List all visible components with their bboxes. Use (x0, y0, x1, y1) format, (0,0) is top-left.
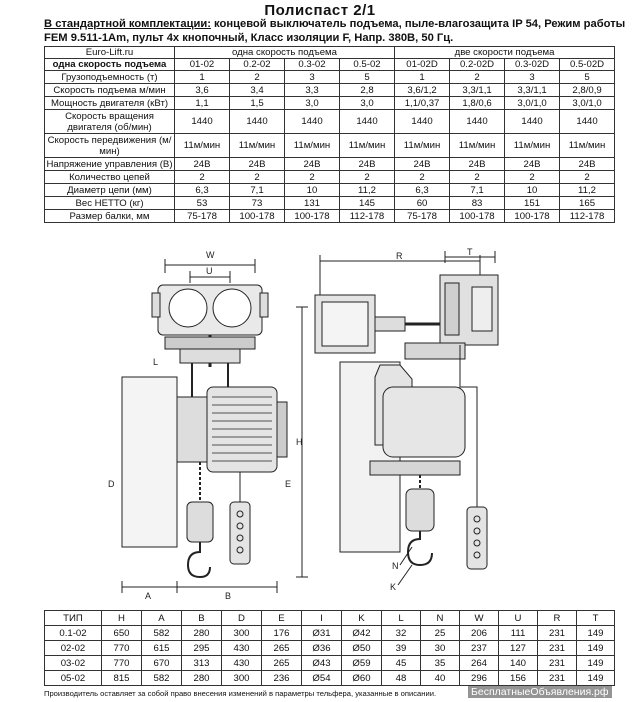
spec-value: 3,3/1,1 (450, 84, 505, 97)
dims-value: 176 (262, 626, 302, 641)
spec-value: 1440 (285, 110, 340, 134)
spec-value: 131 (285, 197, 340, 210)
dims-value: 156 (499, 671, 538, 686)
spec-value: 3,3/1,1 (505, 84, 560, 97)
models-row (45, 59, 615, 71)
spec-label: Вес НЕТТО (кг) (45, 197, 175, 210)
spec-value: 3,0/1,0 (560, 97, 615, 110)
dims-value: Ø60 (342, 671, 382, 686)
dims-header: I (302, 611, 342, 626)
dims-header: H (102, 611, 142, 626)
dim-label-u: U (206, 266, 213, 276)
spec-label: Скорость передвижения (м/мин) (45, 134, 175, 158)
spec-label: Диаметр цепи (мм) (45, 184, 175, 197)
dims-header: A (142, 611, 182, 626)
spec-value: 1,1 (175, 97, 230, 110)
dims-value: Ø50 (342, 641, 382, 656)
dims-value: 615 (142, 641, 182, 656)
specs-body (45, 71, 615, 223)
spec-value: 2 (450, 71, 505, 84)
spec-label: Грузоподъемность (т) (45, 71, 175, 84)
spec-value: 2,8 (340, 84, 395, 97)
spec-value: 11м/мин (560, 134, 615, 158)
dims-header: K (342, 611, 382, 626)
spec-value: 1440 (395, 110, 450, 134)
dims-value: Ø54 (302, 671, 342, 686)
spec-row (45, 184, 615, 197)
spec-row (45, 84, 615, 97)
dims-header: T (577, 611, 615, 626)
spec-value: 3,0/1,0 (505, 97, 560, 110)
spec-value: 24В (340, 158, 395, 171)
spec-value: 6,3 (175, 184, 230, 197)
spec-value: 60 (395, 197, 450, 210)
spec-value: 75-178 (395, 210, 450, 223)
model-header: 0.5-02 (340, 59, 395, 71)
dims-header: D (222, 611, 262, 626)
spec-value: 11,2 (560, 184, 615, 197)
dims-row (45, 641, 615, 656)
dims-value: 35 (421, 656, 460, 671)
spec-row (45, 158, 615, 171)
spec-value: 24В (450, 158, 505, 171)
spec-value: 100-178 (450, 210, 505, 223)
spec-value: 11м/мин (505, 134, 560, 158)
spec-value: 24В (560, 158, 615, 171)
model-header: 0.3-02D (505, 59, 560, 71)
spec-value: 7,1 (230, 184, 285, 197)
spec-value: 3,6/1,2 (395, 84, 450, 97)
spec-value: 2,8/0,9 (560, 84, 615, 97)
dims-value: 111 (499, 626, 538, 641)
dims-value: 32 (382, 626, 421, 641)
dims-header: B (182, 611, 222, 626)
dims-value: 231 (538, 656, 577, 671)
dim-label-b: B (225, 591, 232, 601)
hoist-drawing (40, 247, 610, 605)
spec-value: 73 (230, 197, 285, 210)
spec-value: 2 (505, 171, 560, 184)
spec-label: Мощность двигателя (кВт) (45, 97, 175, 110)
footer-note: Производитель оставляет за собой право внесения изменений в параметры тельфера, указанные в описании. (44, 689, 437, 698)
dims-value: 430 (222, 656, 262, 671)
spec-row (45, 71, 615, 84)
dim-label-n: N (392, 561, 399, 571)
speed-label-cell: одна скорость подъема (45, 59, 175, 71)
spec-value: 1440 (175, 110, 230, 134)
spec-value: 10 (285, 184, 340, 197)
spec-value: 1 (175, 71, 230, 84)
spec-value: 2 (560, 171, 615, 184)
spec-value: 2 (340, 171, 395, 184)
dims-value: 149 (577, 671, 615, 686)
dims-value: 264 (460, 656, 499, 671)
spec-value: 3,3 (285, 84, 340, 97)
spec-value: 2 (175, 171, 230, 184)
spec-value: 24В (505, 158, 560, 171)
dims-header: N (421, 611, 460, 626)
spec-value: 1,1/0,37 (395, 97, 450, 110)
spec-value: 11м/мин (175, 134, 230, 158)
spec-value: 1440 (230, 110, 285, 134)
dims-value: 127 (499, 641, 538, 656)
dims-row (45, 656, 615, 671)
spec-row (45, 210, 615, 223)
spec-value: 2 (230, 71, 285, 84)
dim-label-r: R (396, 251, 403, 261)
dim-label-w: W (206, 250, 215, 260)
dim-label-a: A (145, 591, 152, 601)
spec-value: 24В (230, 158, 285, 171)
spec-value: 2 (395, 171, 450, 184)
spec-label: Количество цепей (45, 171, 175, 184)
dim-label-e: E (285, 479, 292, 489)
dims-value: 149 (577, 626, 615, 641)
model-header: 0.3-02 (285, 59, 340, 71)
dims-value: 280 (182, 671, 222, 686)
spec-value: 5 (560, 71, 615, 84)
dim-label-l: L (153, 357, 159, 367)
specs-table (44, 46, 615, 223)
dims-value: 149 (577, 641, 615, 656)
spec-value: 75-178 (175, 210, 230, 223)
dims-value: 582 (142, 626, 182, 641)
spec-value: 112-178 (560, 210, 615, 223)
spec-value: 3,0 (340, 97, 395, 110)
dims-value: 236 (262, 671, 302, 686)
dims-header: E (262, 611, 302, 626)
spec-value: 1,5 (230, 97, 285, 110)
spec-value: 83 (450, 197, 505, 210)
model-header: 0.5-02D (560, 59, 615, 71)
model-header: 0.2-02 (230, 59, 285, 71)
dims-header: L (382, 611, 421, 626)
dims-value: 206 (460, 626, 499, 641)
intro-body: концевой выключатель подъема, пыле-влагозащита IP 54, Режим работы FEM 9.511-1Am, пульт 4х кнопочный, Класс изоляции F, Напр. 380В, 50 Гц. (44, 18, 626, 44)
dims-value: 30 (421, 641, 460, 656)
dims-value: 815 (102, 671, 142, 686)
spec-value: 11м/мин (450, 134, 505, 158)
spec-label: Размер балки, мм (45, 210, 175, 223)
dims-value: 48 (382, 671, 421, 686)
dims-value: 582 (142, 671, 182, 686)
dims-value: 295 (182, 641, 222, 656)
dims-header: U (499, 611, 538, 626)
dims-value: 430 (222, 641, 262, 656)
spec-value: 24В (285, 158, 340, 171)
dims-header: R (538, 611, 577, 626)
dim-label-k: K (390, 582, 397, 592)
spec-label: Напряжение управления (В) (46, 158, 173, 170)
dims-value: 45 (382, 656, 421, 671)
spec-value: 11м/мин (395, 134, 450, 158)
spec-value: 100-178 (285, 210, 340, 223)
spec-value: 145 (340, 197, 395, 210)
spec-value: 100-178 (505, 210, 560, 223)
dims-value: Ø59 (342, 656, 382, 671)
dims-header: W (460, 611, 499, 626)
dims-value: 231 (538, 641, 577, 656)
spec-value: 165 (560, 197, 615, 210)
intro-lead: В стандартной комплектации: (44, 18, 211, 30)
dims-value: 770 (102, 656, 142, 671)
dims-value: 03-02 (45, 656, 102, 671)
spec-value: 1440 (560, 110, 615, 134)
spec-value: 24В (395, 158, 450, 171)
dims-value: 05-02 (45, 671, 102, 686)
spec-value: 6,3 (395, 184, 450, 197)
dims-header: ТИП (45, 611, 102, 626)
group-double-header: две скорости подъема (395, 47, 615, 59)
spec-value: 1440 (450, 110, 505, 134)
dims-value: Ø42 (342, 626, 382, 641)
spec-value: 151 (505, 197, 560, 210)
spec-value: 53 (175, 197, 230, 210)
watermark: БесплатныеОбъявления.рф (468, 686, 612, 698)
spec-value: 100-178 (230, 210, 285, 223)
spec-value: 3,0 (285, 97, 340, 110)
model-header: 01-02D (395, 59, 450, 71)
spec-value: 1 (395, 71, 450, 84)
dims-value: 770 (102, 641, 142, 656)
dims-value: Ø31 (302, 626, 342, 641)
dims-value: 280 (182, 626, 222, 641)
dims-value: 140 (499, 656, 538, 671)
spec-value: 2 (230, 171, 285, 184)
page-title: Полиспаст 2/1 (264, 2, 376, 19)
spec-row (45, 197, 615, 210)
dims-value: 02-02 (45, 641, 102, 656)
spec-value: 5 (340, 71, 395, 84)
spec-value: 11м/мин (230, 134, 285, 158)
dims-value: Ø43 (302, 656, 342, 671)
dims-value: 40 (421, 671, 460, 686)
dimensions-table (44, 610, 615, 686)
spec-value: 1,8/0,6 (450, 97, 505, 110)
spec-row (45, 134, 615, 158)
dims-value: 300 (222, 626, 262, 641)
spec-value: 2 (450, 171, 505, 184)
spec-row (45, 97, 615, 110)
dims-value: 25 (421, 626, 460, 641)
spec-value: 10 (505, 184, 560, 197)
dims-header-row (45, 611, 615, 626)
spec-row (45, 110, 615, 134)
spec-value: 7,1 (450, 184, 505, 197)
dims-row (45, 626, 615, 641)
spec-value: 3,4 (230, 84, 285, 97)
spec-row (45, 171, 615, 184)
dims-value: 300 (222, 671, 262, 686)
spec-value: 11м/мин (340, 134, 395, 158)
dims-value: 670 (142, 656, 182, 671)
dims-value: 149 (577, 656, 615, 671)
dim-label-t: T (467, 247, 473, 257)
dims-value: 39 (382, 641, 421, 656)
spec-value: 3 (505, 71, 560, 84)
spec-value: 11м/мин (285, 134, 340, 158)
dim-label-d: D (108, 479, 115, 489)
spec-label: Скорость вращения двигателя (об/мин) (45, 110, 175, 134)
spec-value: 24В (175, 158, 230, 171)
intro-text (44, 17, 629, 45)
dims-value: 296 (460, 671, 499, 686)
dims-value: 0.1-02 (45, 626, 102, 641)
dims-value: 265 (262, 656, 302, 671)
spec-value: 11,2 (340, 184, 395, 197)
spec-value: 3,6 (175, 84, 230, 97)
model-header: 0.2-02D (450, 59, 505, 71)
spec-value: 2 (285, 171, 340, 184)
dims-value: 650 (102, 626, 142, 641)
spec-value: 3 (285, 71, 340, 84)
spec-value: 1440 (505, 110, 560, 134)
model-header: 01-02 (175, 59, 230, 71)
dims-value: 265 (262, 641, 302, 656)
dims-body (45, 626, 615, 686)
group-single-header: одна скорость подъема (175, 47, 395, 59)
spec-value: 112-178 (340, 210, 395, 223)
dims-value: 231 (538, 671, 577, 686)
spec-value: 1440 (340, 110, 395, 134)
dims-value: 237 (460, 641, 499, 656)
dims-value: Ø36 (302, 641, 342, 656)
dims-row (45, 671, 615, 686)
dims-value: 313 (182, 656, 222, 671)
spec-label: Скорость подъема м/мин (45, 84, 175, 97)
brand-cell: Euro-Lift.ru (45, 47, 175, 59)
dim-label-h: H (296, 437, 303, 447)
dims-value: 231 (538, 626, 577, 641)
